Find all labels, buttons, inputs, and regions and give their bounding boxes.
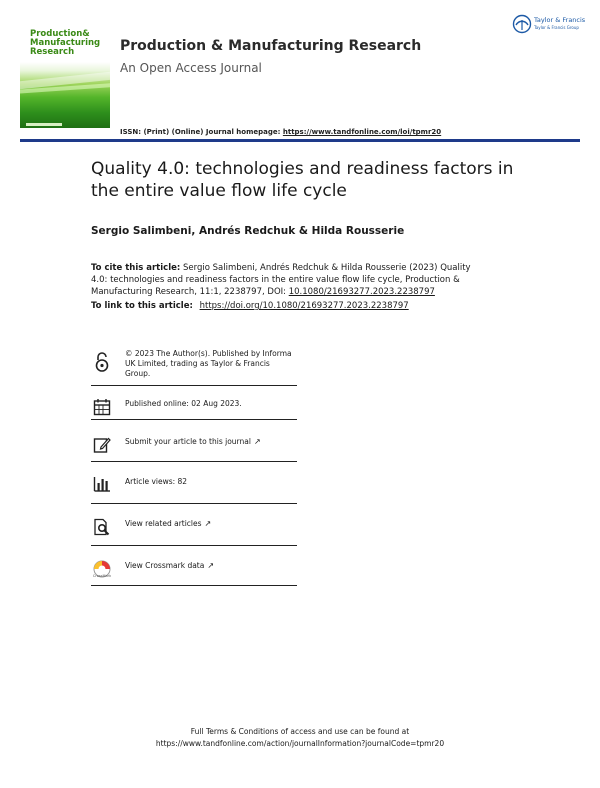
crossmark-item[interactable] <box>91 546 297 586</box>
article-title: Quality 4.0: technologies and readiness factors in the entire value flow life cycle <box>91 159 514 201</box>
license-text: © 2023 The Author(s). Published by Informa UK Limited, trading as Taylor & Francis Group. <box>125 349 292 378</box>
cover-title <box>30 30 108 57</box>
svg-text:CrossMark: CrossMark <box>93 574 111 578</box>
article-info-list <box>91 340 297 586</box>
article-link-line <box>91 301 511 311</box>
crossmark-icon <box>91 558 113 578</box>
views-item <box>91 462 297 504</box>
license-item <box>91 340 297 386</box>
bar-chart-icon <box>91 474 113 492</box>
footer-terms-link[interactable]: https://www.tandfonline.com/action/journalInformation?journalCode=tpmr20 <box>155 739 445 748</box>
external-link-icon: ↗ <box>207 561 215 570</box>
submit-link[interactable] <box>113 434 297 447</box>
cover-brand-mark <box>26 123 62 126</box>
edit-icon <box>91 434 113 454</box>
journal-cover-image <box>20 18 110 128</box>
cover-title-line: Manufacturing <box>30 38 101 48</box>
citation-label: To cite this article: <box>91 263 181 273</box>
journal-title: Production & Manufacturing Research <box>120 38 422 54</box>
open-access-icon <box>91 349 113 373</box>
cover-title-line: Research <box>30 47 75 57</box>
header-divider <box>20 139 580 142</box>
cover-title-line: Production& <box>30 29 90 39</box>
citation-doi-link[interactable]: 10.1080/21693277.2023.2238797 <box>288 287 435 297</box>
views-text: Article views: 82 <box>125 477 188 486</box>
issn-line <box>120 128 441 136</box>
published-item <box>91 386 297 420</box>
journal-subtitle: An Open Access Journal <box>120 61 262 75</box>
submit-text: Submit your article to this journal <box>125 437 251 446</box>
related-link[interactable] <box>113 516 297 529</box>
footer-line: Full Terms & Conditions of access and use can be found at <box>190 727 410 736</box>
publisher-logo-icon <box>512 14 532 34</box>
terms-footer <box>0 726 600 750</box>
crossmark-link[interactable] <box>113 558 297 571</box>
publisher-logo[interactable] <box>512 14 586 36</box>
article-link-label: To link to this article: <box>91 301 193 311</box>
calendar-icon <box>91 396 113 416</box>
issn-label: ISSN: (Print) (Online) Journal homepage: <box>120 128 281 136</box>
related-item[interactable] <box>91 504 297 546</box>
crossmark-text: View Crossmark data <box>125 561 205 570</box>
published-text: Published online: 02 Aug 2023. <box>125 399 242 408</box>
citation-text: Sergio Salimbeni, Andrés Redchuk & Hilda Rousserie (2023) Quality 4.0: technologies and readiness factors in the entire value flow life cycle, Production & Manufacturing Research, 11:1, 2238797, DOI: <box>91 263 471 297</box>
journal-homepage-link[interactable]: https://www.tandfonline.com/loi/tpmr20 <box>282 128 442 136</box>
external-link-icon: ↗ <box>253 437 261 446</box>
search-document-icon <box>91 516 113 536</box>
publisher-tagline: Taylor & Francis Group <box>534 25 579 30</box>
submit-item[interactable] <box>91 420 297 462</box>
article-authors: Sergio Salimbeni, Andrés Redchuk & Hilda Rousserie <box>91 225 405 237</box>
article-doi-link[interactable]: https://doi.org/10.1080/21693277.2023.2238797 <box>199 301 409 311</box>
publisher-name: Taylor & Francis <box>534 16 586 24</box>
related-text: View related articles <box>125 519 202 528</box>
external-link-icon: ↗ <box>204 519 212 528</box>
citation-block <box>91 262 486 298</box>
